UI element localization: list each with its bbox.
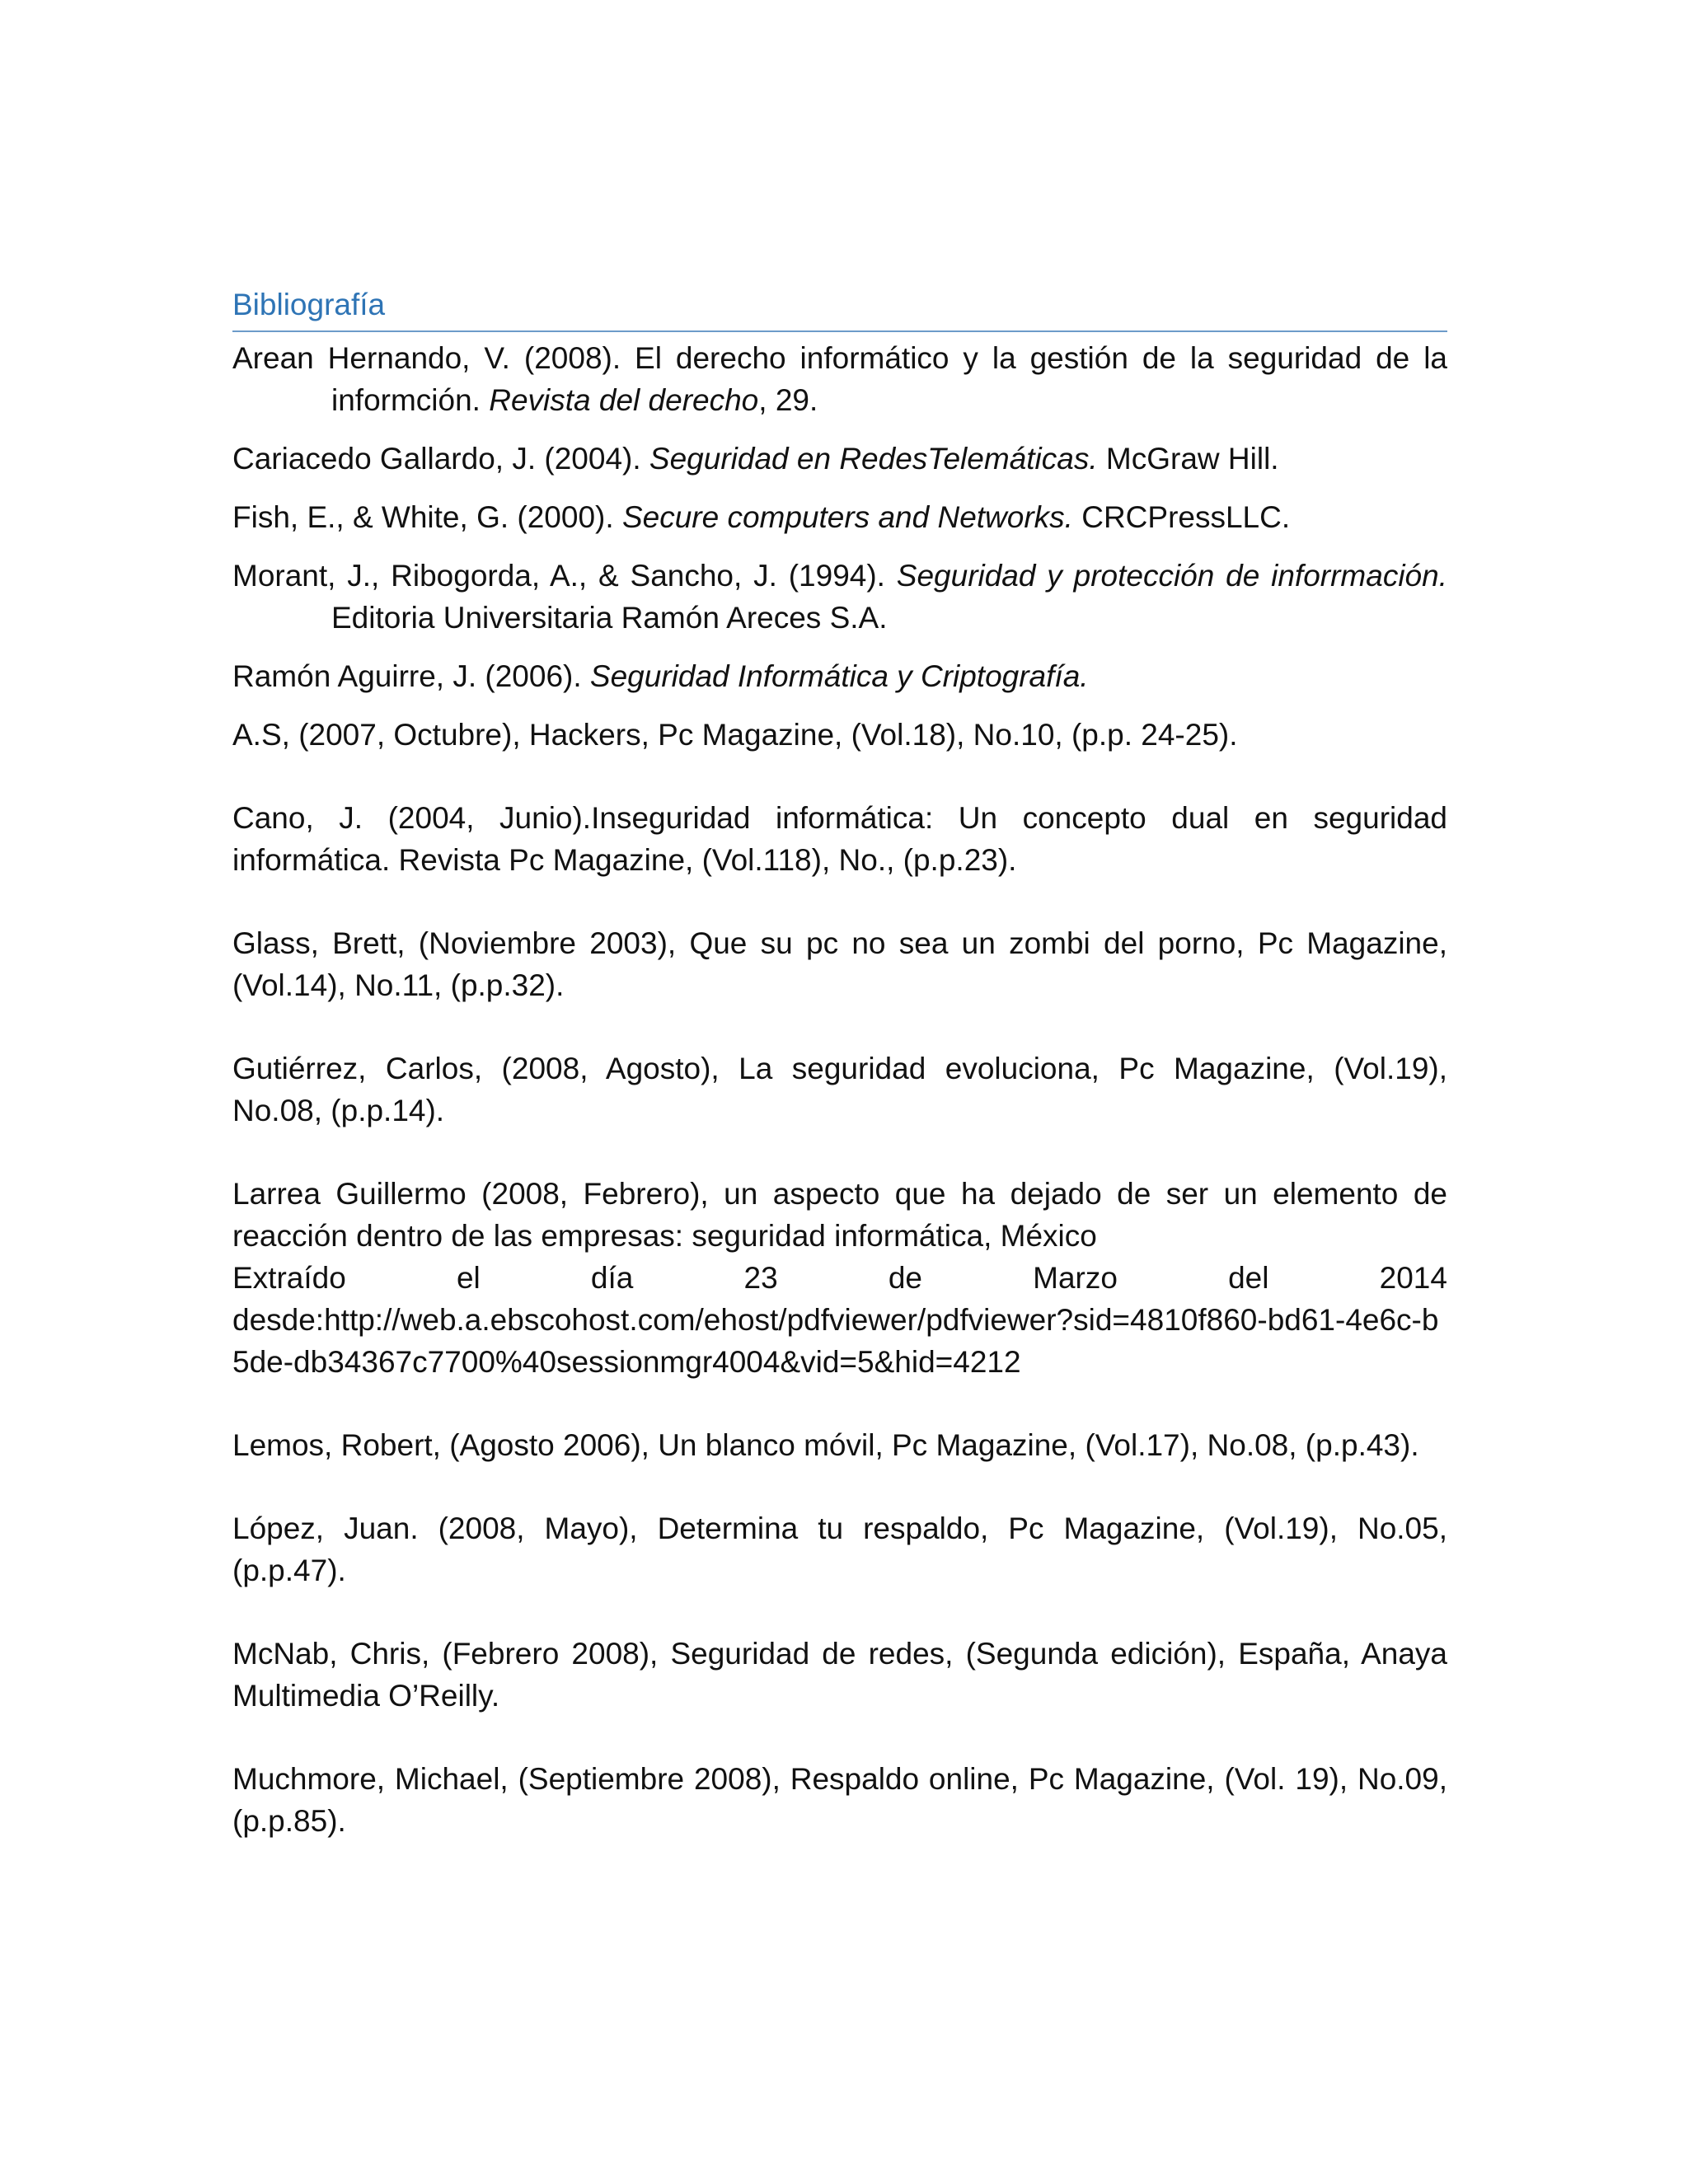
reference-lopez: López, Juan. (2008, Mayo), Determina tu respaldo, Pc Magazine, (Vol.19), No.05, (p.p.47). [232, 1511, 1447, 1587]
reference-mcnab: McNab, Chris, (Febrero 2008), Seguridad de redes, (Segunda edición), España, Anaya Multimedia O’Reilly. [232, 1637, 1447, 1713]
reference-glass: Glass, Brett, (Noviembre 2003), Que su pc no sea un zombi del porno, Pc Magazine, (Vol.14), No.11, (p.p.32). [232, 926, 1447, 1002]
reference-text: Arean Hernando, V. (2008). El derecho informático y la gestión de la seguridad de la informción. [232, 341, 1447, 417]
reference-larrea [232, 1173, 1447, 1383]
reference-title: Seguridad en RedesTelemáticas. [649, 442, 1098, 476]
extracted-word: el [456, 1261, 481, 1295]
reference-text: , 29. [758, 383, 818, 417]
reference-gutierrez: Gutiérrez, Carlos, (2008, Agosto), La seguridad evoluciona, Pc Magazine, (Vol.19), No.08, (p.p.14). [232, 1052, 1447, 1127]
reference-text: Editoria Universitaria Ramón Areces S.A. [331, 601, 888, 635]
reference-text: Larrea Guillermo (2008, Febrero), un aspecto que ha dejado de ser un elemento de reacción dentro de las empresas: seguridad informática, México [232, 1177, 1447, 1253]
reference-text: McGraw Hill. [1097, 442, 1279, 476]
reference-title: Secure computers and Networks. [621, 500, 1073, 534]
reference-text: Cariacedo Gallardo, J. (2004). [232, 442, 649, 476]
reference-text: Morant, J., Ribogorda, A., & Sancho, J. (1994). [232, 559, 897, 593]
extracted-word: 23 [743, 1261, 778, 1295]
reference-cano: Cano, J. (2004, Junio).Inseguridad informática: Un concepto dual en seguridad informática. Revista Pc Magazine, (Vol.118), No., (p.p.23). [232, 801, 1447, 877]
reference-text: CRCPressLLC. [1072, 500, 1291, 534]
reference-fish [232, 496, 1447, 538]
bibliography-heading: Bibliografía [232, 288, 386, 321]
reference-text: Fish, E., & White, G. (2000). [232, 500, 622, 534]
reference-title: Revista del derecho [489, 383, 759, 417]
extracted-word: de [888, 1261, 922, 1295]
extracted-word: día [590, 1261, 634, 1295]
extracted-date-line [232, 1257, 1447, 1299]
reference-url: desde:http://web.a.ebscohost.com/ehost/pdfviewer/pdfviewer?sid=4810f860-bd61-4e6c-b5de-db34367c7700%40sessionmgr4004&vid=5&hid=4212 [232, 1303, 1439, 1379]
reference-muchmore: Muchmore, Michael, (Septiembre 2008), Respaldo online, Pc Magazine, (Vol. 19), No.09, (p.p.85). [232, 1762, 1447, 1838]
reference-list [232, 334, 1447, 1842]
heading-underline [232, 330, 1447, 332]
reference-cariacedo [232, 438, 1447, 480]
reference-ramon [232, 655, 1447, 697]
reference-as: A.S, (2007, Octubre), Hackers, Pc Magazine, (Vol.18), No.10, (p.p. 24-25). [232, 718, 1238, 752]
reference-title: Seguridad y protección de inforrmación. [896, 559, 1447, 593]
reference-morant [232, 555, 1447, 639]
extracted-word: del [1228, 1261, 1269, 1295]
reference-text: Ramón Aguirre, J. (2006). [232, 659, 590, 693]
reference-lemos: Lemos, Robert, (Agosto 2006), Un blanco móvil, Pc Magazine, (Vol.17), No.08, (p.p.43). [232, 1428, 1419, 1462]
reference-arean [232, 334, 1447, 421]
extracted-word: Marzo [1033, 1261, 1118, 1295]
extracted-word: Extraído [232, 1261, 346, 1295]
extracted-word: 2014 [1379, 1261, 1447, 1295]
reference-title: Seguridad Informática y Criptografía. [589, 659, 1089, 693]
